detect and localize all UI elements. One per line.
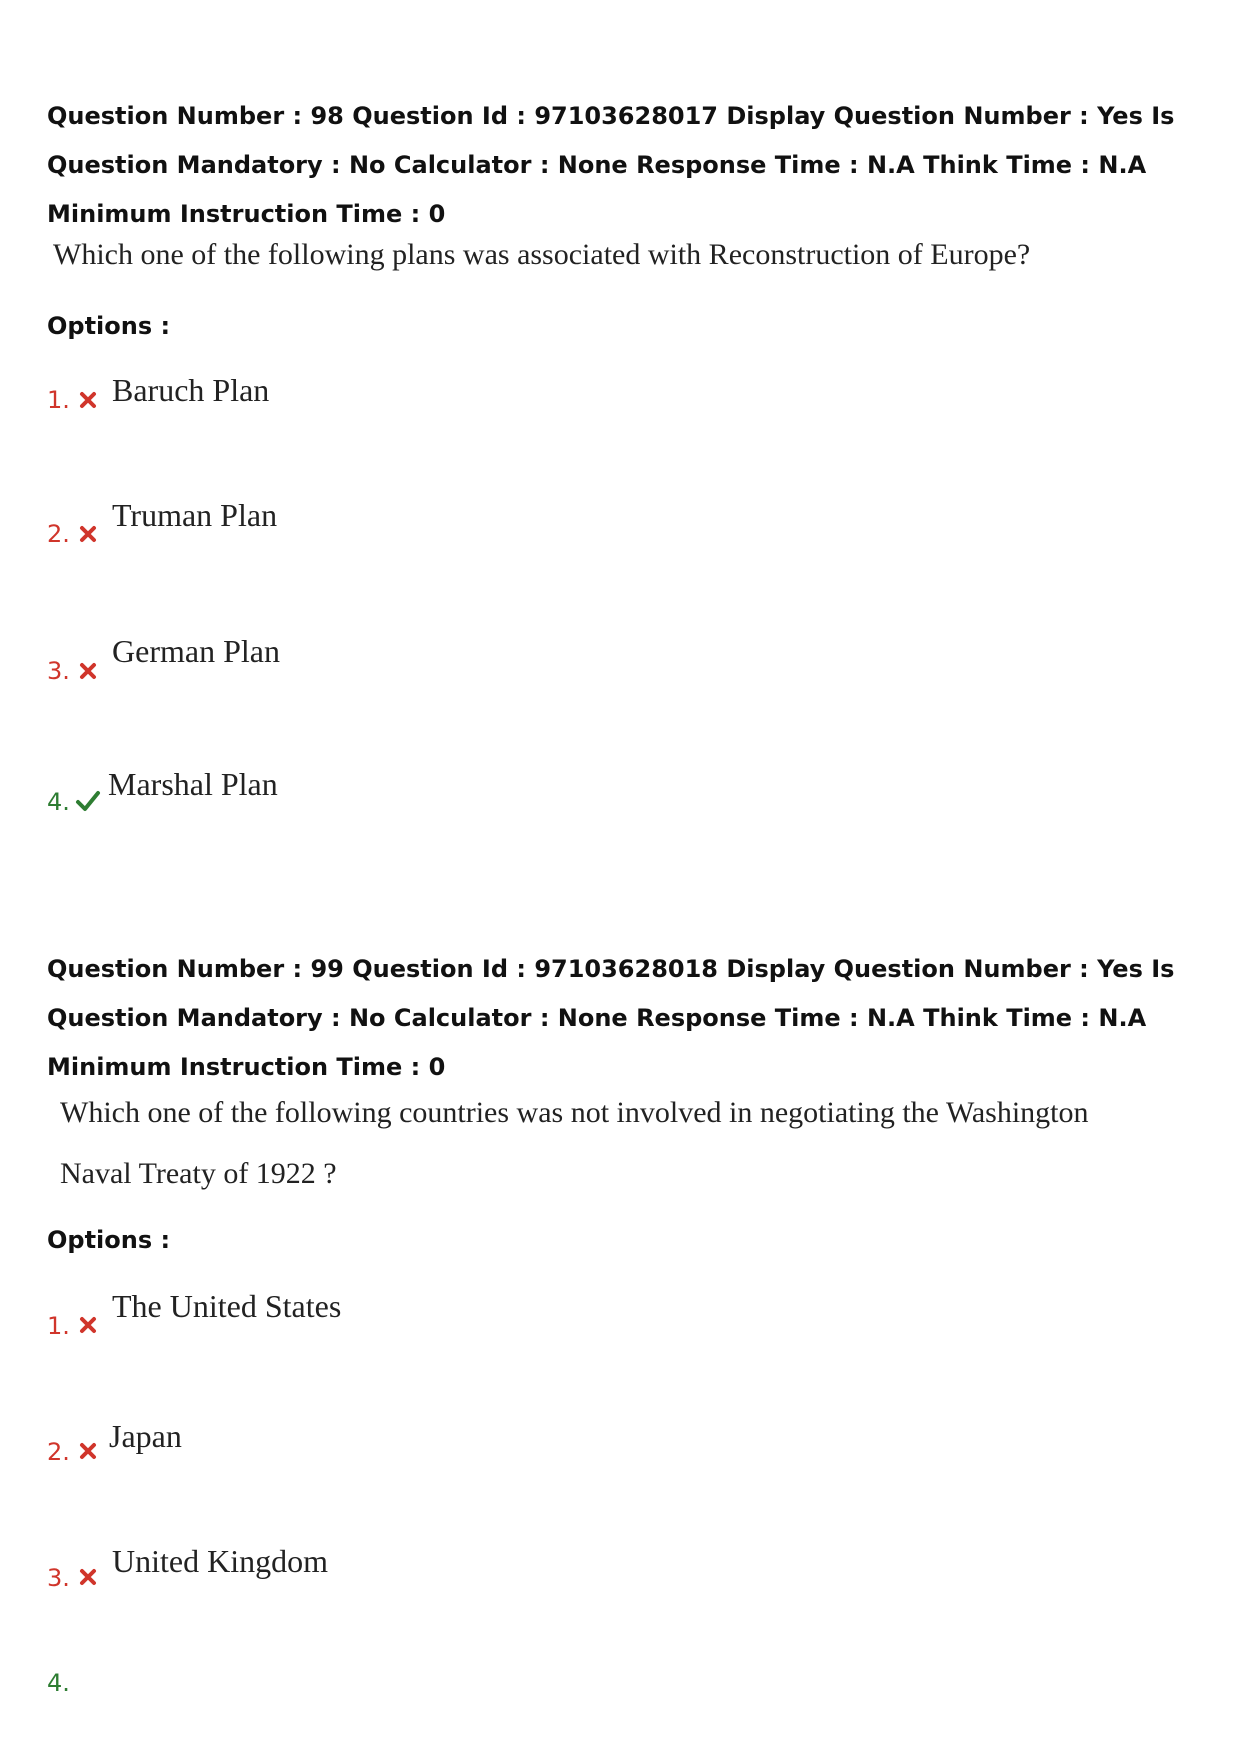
option-number: 4. — [47, 788, 70, 816]
option-number: 3. — [47, 657, 70, 685]
cross-icon — [76, 1313, 100, 1337]
options-label: Options : — [47, 312, 171, 340]
option-text[interactable]: Truman Plan — [112, 497, 278, 533]
cross-icon — [76, 1439, 100, 1463]
check-icon — [74, 788, 102, 814]
option-number: 2. — [47, 520, 70, 548]
option-text[interactable]: Baruch Plan — [112, 372, 270, 408]
option-text[interactable]: Japan — [109, 1418, 182, 1454]
cross-icon — [76, 388, 100, 412]
option-number: 1. — [47, 386, 70, 414]
question-text — [53, 235, 1030, 275]
option-text[interactable]: United Kingdom — [112, 1543, 328, 1579]
question-text-line: Naval Treaty of 1922 ? — [60, 1157, 337, 1190]
question-text-line: Which one of the following plans was associated with Reconstruction of Europe? — [53, 238, 1031, 271]
option-number: 3. — [47, 1564, 70, 1592]
option-text[interactable]: German Plan — [112, 633, 280, 669]
question-header: Question Number : 99 Question Id : 97103628018 Display Question Number : Yes Is Question Mandatory : No Calculator : None Response Time : N.A Think Time : N.A Minimum Instruction Time : 0 — [47, 955, 1175, 1081]
option-text[interactable]: Marshal Plan — [108, 766, 278, 802]
question-text — [60, 1082, 1089, 1204]
question-text-line: Which one of the following countries was not involved in negotiating the Washington — [60, 1096, 1089, 1129]
question-header: Question Number : 98 Question Id : 97103628017 Display Question Number : Yes Is Question Mandatory : No Calculator : None Response Time : N.A Think Time : N.A Minimum Instruction Time : 0 — [47, 102, 1175, 228]
option-number: 4. — [47, 1669, 70, 1697]
options-label: Options : — [47, 1226, 171, 1254]
option-number: 2. — [47, 1438, 70, 1466]
cross-icon — [76, 522, 100, 546]
option-number: 1. — [47, 1312, 70, 1340]
cross-icon — [76, 1565, 100, 1589]
cross-icon — [76, 659, 100, 683]
option-text[interactable]: The United States — [112, 1288, 342, 1324]
